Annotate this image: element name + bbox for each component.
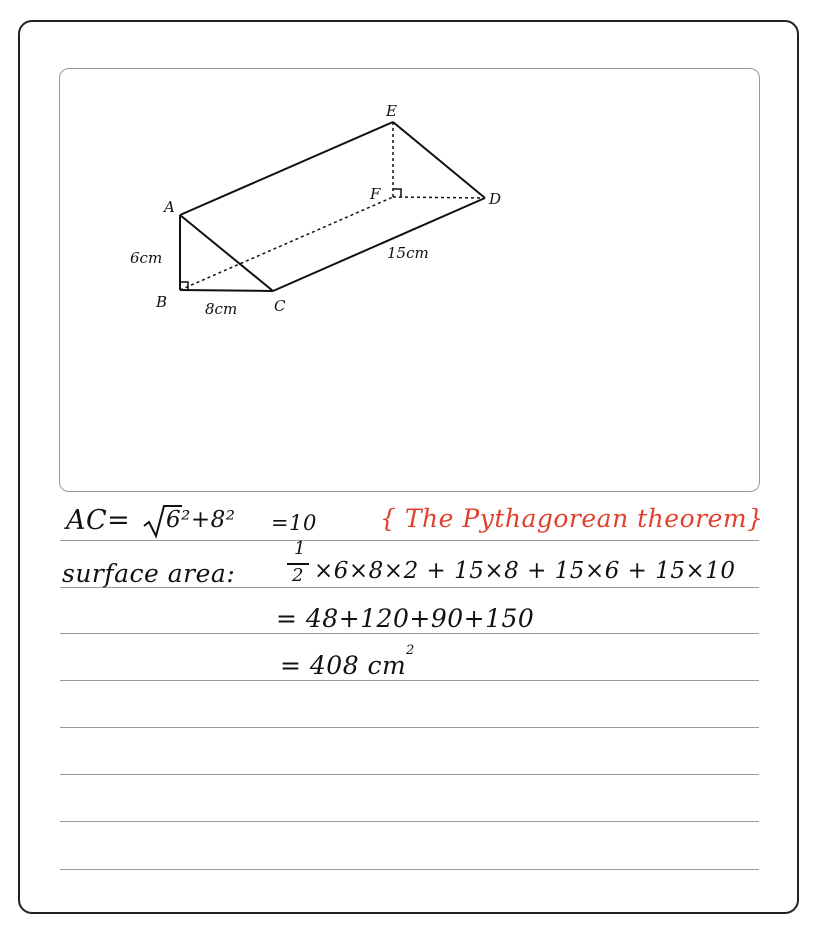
ruled-line — [60, 540, 759, 541]
edge-bf-hidden — [180, 197, 393, 290]
triangular-prism-diagram — [60, 69, 761, 493]
final-answer-exponent: 2 — [406, 643, 415, 658]
edge-cd — [273, 198, 485, 291]
ruled-line — [60, 633, 759, 634]
figure-panel — [59, 68, 760, 492]
dimension-label-bc: 8cm — [205, 300, 238, 318]
dimension-label-cd: 15cm — [387, 244, 429, 262]
sum-line: = 48+120+90+150 — [276, 604, 535, 633]
edge-ed — [393, 122, 485, 198]
radicand: 6²+8² — [166, 507, 236, 533]
edge-ae — [180, 122, 393, 215]
edge-fd-hidden — [393, 197, 485, 198]
edge-ac — [180, 215, 273, 291]
vertex-label-f: F — [370, 185, 381, 203]
vertex-label-d: D — [489, 190, 502, 208]
vertex-label-c: C — [274, 297, 286, 315]
ruled-line — [60, 869, 759, 870]
surface-area-label: surface area: — [62, 559, 236, 588]
ruled-line — [60, 821, 759, 822]
fraction-numerator: 1 — [294, 538, 306, 559]
right-angle-mark-f — [393, 189, 401, 197]
edge-bc — [180, 290, 273, 291]
vertex-label-b: B — [156, 293, 168, 311]
final-answer: = 408 cm — [280, 651, 407, 680]
ac-result: =10 — [271, 511, 317, 535]
fraction-denominator: 2 — [292, 565, 304, 586]
ruled-line — [60, 774, 759, 775]
pythagorean-note: { The Pythagorean theorem} — [380, 504, 764, 533]
vertex-label-a: A — [164, 198, 175, 216]
dimension-label-ab: 6cm — [130, 249, 163, 267]
vertex-label-e: E — [386, 102, 397, 120]
ruled-line — [60, 727, 759, 728]
ac-label: AC= — [66, 505, 131, 536]
surface-area-expression: ×6×8×2 + 15×8 + 15×6 + 15×10 — [314, 558, 736, 584]
ruled-line — [60, 680, 759, 681]
